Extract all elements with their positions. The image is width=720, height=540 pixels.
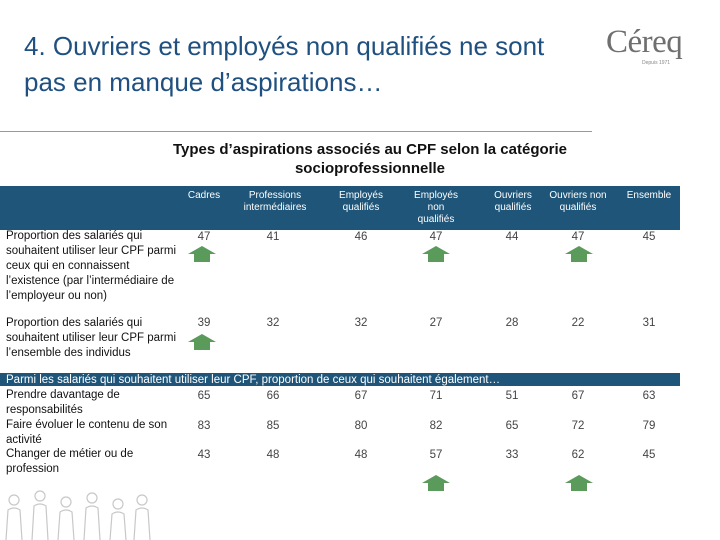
table-cell: 57: [429, 449, 443, 461]
column-header-cadres: Cadres: [187, 190, 221, 201]
table-cell: 67: [571, 390, 585, 402]
row-label-change-job: Changer de métier ou de profession: [6, 448, 134, 475]
table-cell: 51: [505, 390, 519, 402]
table-cell: 48: [354, 449, 368, 461]
table-cell: 47: [429, 231, 443, 243]
table-cell: 48: [266, 449, 280, 461]
data-table: [0, 186, 680, 484]
table-cell: 43: [197, 449, 211, 461]
column-header-ensemble: Ensemble: [626, 190, 672, 201]
table-cell: 22: [571, 317, 585, 329]
up-arrow-icon: [565, 246, 593, 262]
table-cell: 85: [266, 420, 280, 432]
table-title: Types d’aspirations associés au CPF selon la catégorie socioprofessionnelle: [172, 141, 568, 177]
section-label: Parmi les salariés qui souhaitent utiliser leur CPF, proportion de ceux qui souhaitent également…: [6, 374, 501, 386]
title-divider: [0, 131, 592, 132]
column-header-professions-intermediaires: Professions intermédiaires: [243, 190, 307, 213]
table-cell: 79: [642, 420, 656, 432]
table-cell: 62: [571, 449, 585, 461]
table-cell: 33: [505, 449, 519, 461]
table-cell: 45: [642, 231, 656, 243]
table-cell: 47: [571, 231, 585, 243]
row-label-all-individuals: Proportion des salariés qui souhaitent utiliser leur CPF parmi l’ensemble des individus: [6, 317, 177, 359]
logo-text: Céreq: [606, 24, 683, 60]
table-cell: 83: [197, 420, 211, 432]
table-cell: 32: [266, 317, 280, 329]
logo-subtitle: Depuis 1971: [642, 60, 671, 66]
table-cell: 47: [197, 231, 211, 243]
table-cell: 46: [354, 231, 368, 243]
cereq-logo: [602, 26, 702, 66]
table-cell: 31: [642, 317, 656, 329]
table-cell: 39: [197, 317, 211, 329]
table-cell: 65: [505, 420, 519, 432]
people-silhouettes-decoration: [0, 486, 160, 540]
table-cell: 27: [429, 317, 443, 329]
table-cell: 80: [354, 420, 368, 432]
table-cell: 28: [505, 317, 519, 329]
table-cell: 32: [354, 317, 368, 329]
row-label-responsibilities: Prendre davantage de responsabilités: [6, 389, 120, 416]
table-cell: 45: [642, 449, 656, 461]
row-label-awareness: Proportion des salariés qui souhaitent utiliser leur CPF parmi ceux qui en connaissent l’existence (par l’intermédiaire de l’employeur ou non): [6, 230, 177, 302]
column-header-ouvriers-non-qualifies: Ouvriers non qualifiés: [549, 190, 607, 213]
up-arrow-icon: [188, 334, 216, 350]
table-cell: 67: [354, 390, 368, 402]
table-cell: 41: [266, 231, 280, 243]
column-header-employes-qualifies: Employés qualifiés: [339, 190, 383, 213]
row-label-activity-content: Faire évoluer le contenu de son activité: [6, 419, 168, 446]
table-cell: 71: [429, 390, 443, 402]
up-arrow-icon: [422, 246, 450, 262]
column-header-employes-non-qualifies: Employés non qualifiés: [414, 190, 458, 225]
table-cell: 72: [571, 420, 585, 432]
table-cell: 44: [505, 231, 519, 243]
table-cell: 82: [429, 420, 443, 432]
column-header-ouvriers-qualifies: Ouvriers qualifiés: [494, 190, 532, 213]
table-cell: 66: [266, 390, 280, 402]
up-arrow-icon: [188, 246, 216, 262]
up-arrow-icon: [565, 475, 593, 491]
table-cell: 65: [197, 390, 211, 402]
table-cell: 63: [642, 390, 656, 402]
up-arrow-icon: [422, 475, 450, 491]
slide-title: 4. Ouvriers et employés non qualifiés ne sont pas en manque d’aspirations…: [24, 31, 545, 97]
